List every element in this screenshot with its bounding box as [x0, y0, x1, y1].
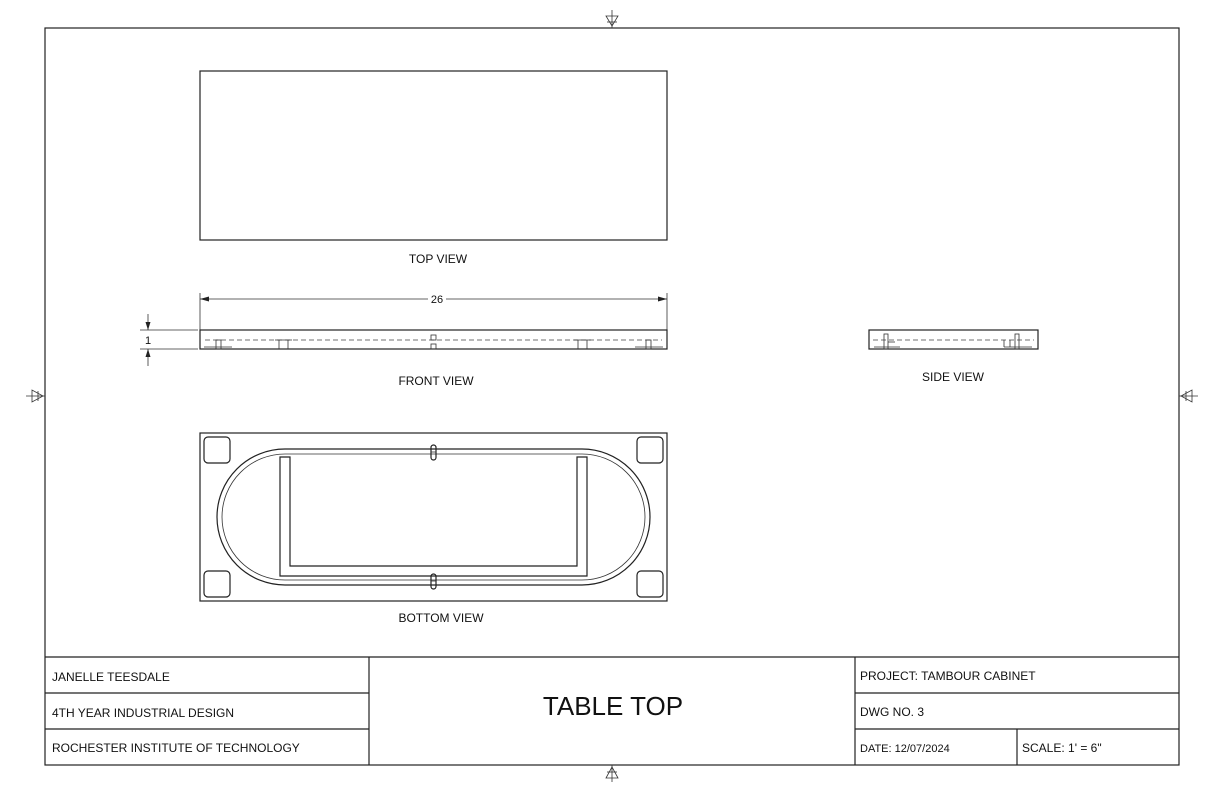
bottom-view-label: BOTTOM VIEW [398, 611, 484, 625]
front-view-label: FRONT VIEW [398, 374, 474, 388]
side-view-outline [869, 330, 1038, 349]
side-view-label: SIDE VIEW [921, 370, 985, 384]
drawing-date: DATE: 12/07/2024 [860, 743, 950, 755]
centering-mark-left [26, 390, 45, 402]
designer-name: JANELLE TEESDALE [52, 670, 170, 684]
sheet-border [45, 28, 1179, 765]
centering-mark-bottom [606, 765, 618, 782]
bottom-view-outline [200, 433, 667, 601]
school-name: ROCHESTER INSTITUTE OF TECHNOLOGY [52, 741, 300, 755]
front-view-outline [200, 330, 667, 349]
centering-mark-right [1179, 390, 1198, 402]
top-view-label: TOP VIEW [408, 252, 468, 266]
program-name: 4TH YEAR INDUSTRIAL DESIGN [52, 706, 235, 720]
thickness-dimension-value: 1 [144, 335, 152, 347]
centering-mark-top [606, 10, 618, 28]
top-view-outline [200, 71, 667, 240]
project-name: PROJECT: TAMBOUR CABINET [860, 669, 1036, 683]
drawing-number: DWG NO. 3 [860, 705, 925, 719]
drawing-title: TABLE TOP [542, 691, 684, 721]
length-dimension-value: 26 [430, 294, 444, 306]
drawing-scale: SCALE: 1' = 6" [1022, 741, 1102, 755]
